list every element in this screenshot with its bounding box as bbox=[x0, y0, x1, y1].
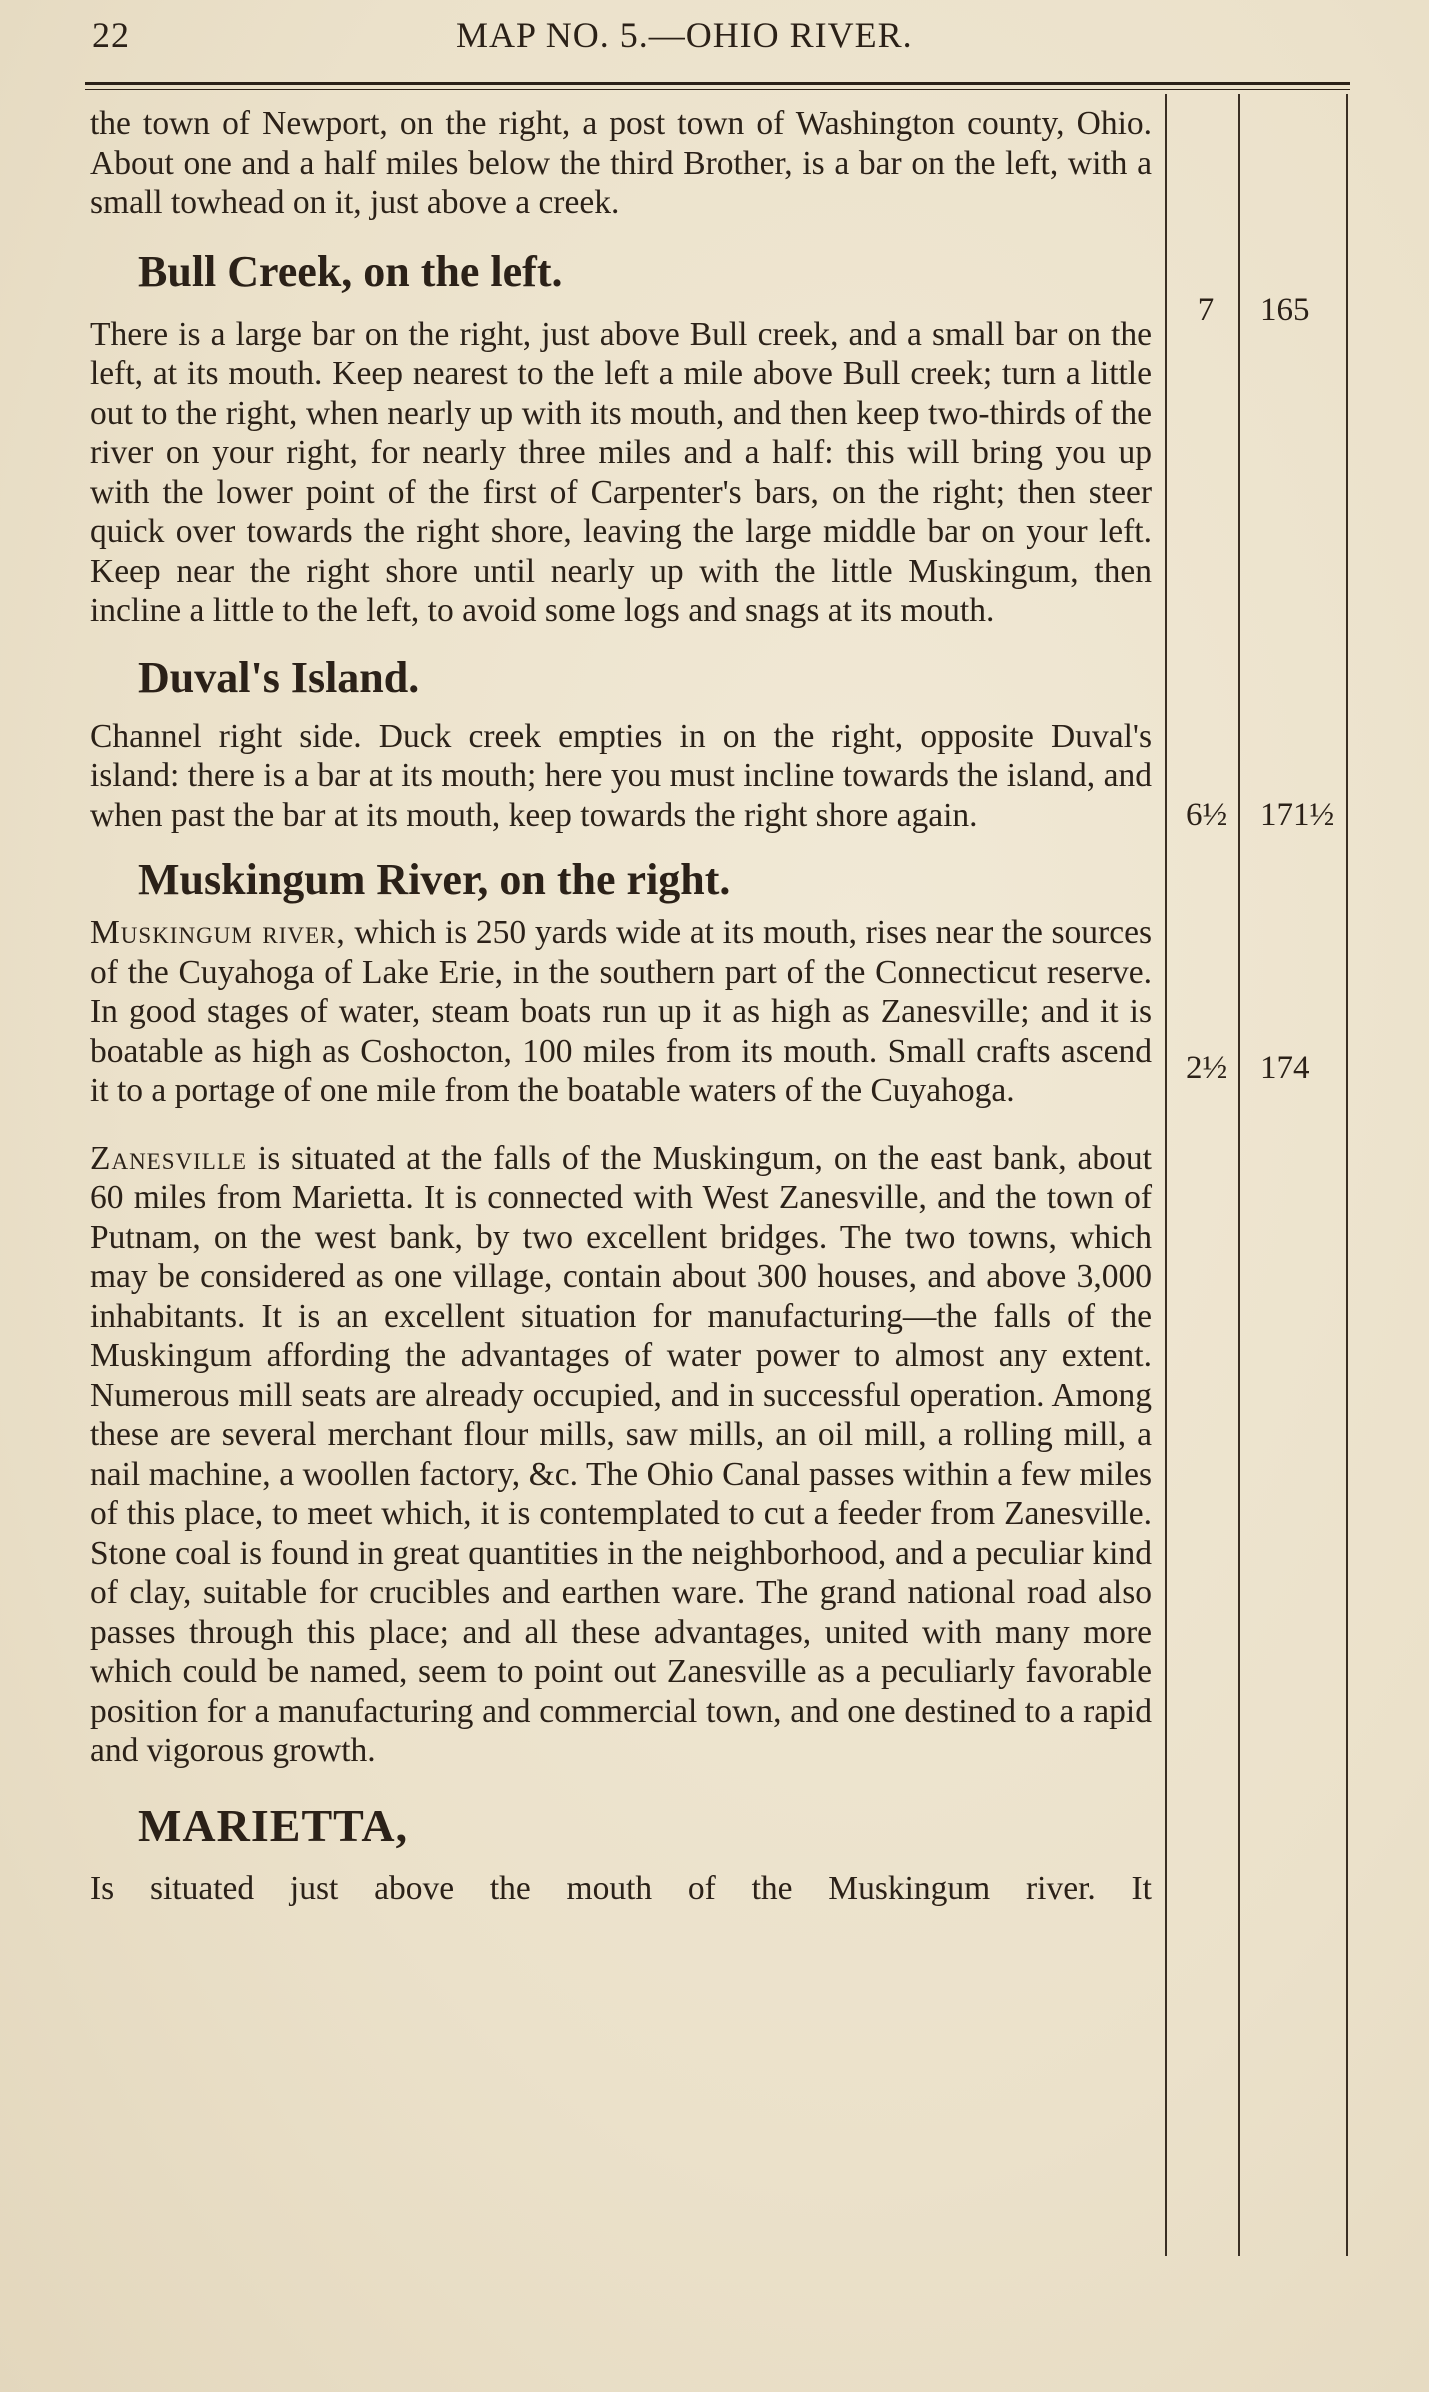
header-rule-thin bbox=[85, 89, 1350, 90]
paragraph-marietta: Is situated just above the mouth of the Muskingum river. It bbox=[90, 1869, 1152, 1907]
lead-muskingum-river: Muskingum river, bbox=[90, 914, 346, 951]
heading-duvals-island: Duval's Island. bbox=[138, 652, 420, 702]
paragraph-bull-creek: There is a large bar on the right, just above Bull creek, and a small bar on the left, at its mouth. Keep nearest to the left a mile above Bull creek; turn a little out to the right, when nearly up with its mouth, and then keep two-thirds of the river on your right, for nearly three miles and a half: this will bring you up with the lower point of the first of Carpenter's bars, on the right; then steer quick over towards the right shore, leaving the large middle bar on your left. Keep near the right shore until nearly up with the little Muskingum, then incline a little to the left, to avoid some logs and snags at its mouth. bbox=[90, 315, 1152, 629]
lead-zanesville: Zanesville bbox=[90, 1139, 247, 1177]
main-text bbox=[90, 104, 1152, 1908]
heading-marietta: MARIETTA, bbox=[138, 1799, 409, 1851]
total-duvals-island: 171½ bbox=[1260, 797, 1335, 833]
total-muskingum-river: 174 bbox=[1260, 1050, 1310, 1086]
page-number: 22 bbox=[92, 15, 130, 55]
paragraph-muskingum-river bbox=[90, 913, 1152, 1111]
body-muskingum-river: which is 250 yards wide at its mouth, rises near the sources of the Cuyahoga of Lake Erie, in the southern part of the Connecticut reserve. In good stages of water, steam boats run up it as high as Zanesville; and it is boatable as high as Coshocton, 100 miles from its mouth. Small crafts ascend it to a portage of one mile from the boatable waters of the Cuyahoga. bbox=[90, 914, 1152, 1109]
running-title: MAP NO. 5.—OHIO RIVER. bbox=[456, 15, 913, 55]
body-zanesville: is situated at the falls of the Muskingum, on the east bank, about 60 miles from Marietta. It is connected with West Zanesville, and the town of Putnam, on the west bank, by two excellent bridges. The two towns, which may be considered as one village, contain about 300 houses, and above 3,000 inhabitants. It is an excellent situation for manufacturing—the falls of the Muskingum affording the advantages of water power to almost any extent. Numerous mill seats are already occupied, and in successful operation. Among these are several merchant flour mills, saw mills, an oil mill, a rolling mill, a nail machine, a woollen factory, &c. The Ohio Canal passes within a few miles of this place, to meet which, it is contemplated to cut a feeder from Zanesville. Stone coal is found in great quantities in the neighborhood, and a peculiar kind of clay, suitable for crucibles and earthen ware. The grand national road also passes through this place; and all these advantages, united with many more which could be named, seem to point out Zanesville as a peculiarly favorable position for a manufacturing and commercial town, and one destined to a rapid and vigorous growth. bbox=[90, 1139, 1152, 1769]
distance-muskingum-river: 2½ bbox=[1186, 1050, 1228, 1086]
header-rule bbox=[85, 82, 1350, 85]
distance-duvals-island: 6½ bbox=[1186, 797, 1228, 833]
page-header bbox=[0, 10, 1429, 70]
intro-paragraph: the town of Newport, on the right, a post town of Washington county, Ohio. About one and a half miles below the third Brother, is a bar on the left, with a small towhead on it, just above a creek. bbox=[90, 105, 1152, 221]
heading-bull-creek: Bull Creek, on the left. bbox=[138, 246, 563, 296]
column-divider-text bbox=[1165, 94, 1167, 2256]
column-divider-total bbox=[1346, 94, 1348, 2256]
paragraph-duvals-island: Channel right side. Duck creek empties in on the right, opposite Duval's island: there is a bar at its mouth; here you must incline towards the island, and when past the bar at its mouth, keep towards the right shore again. bbox=[90, 717, 1152, 834]
total-bull-creek: 165 bbox=[1260, 292, 1310, 328]
heading-muskingum-river: Muskingum River, on the right. bbox=[138, 855, 731, 904]
distance-bull-creek: 7 bbox=[1197, 292, 1215, 328]
column-divider-distance bbox=[1238, 94, 1240, 2256]
paragraph-zanesville bbox=[90, 1139, 1152, 1771]
